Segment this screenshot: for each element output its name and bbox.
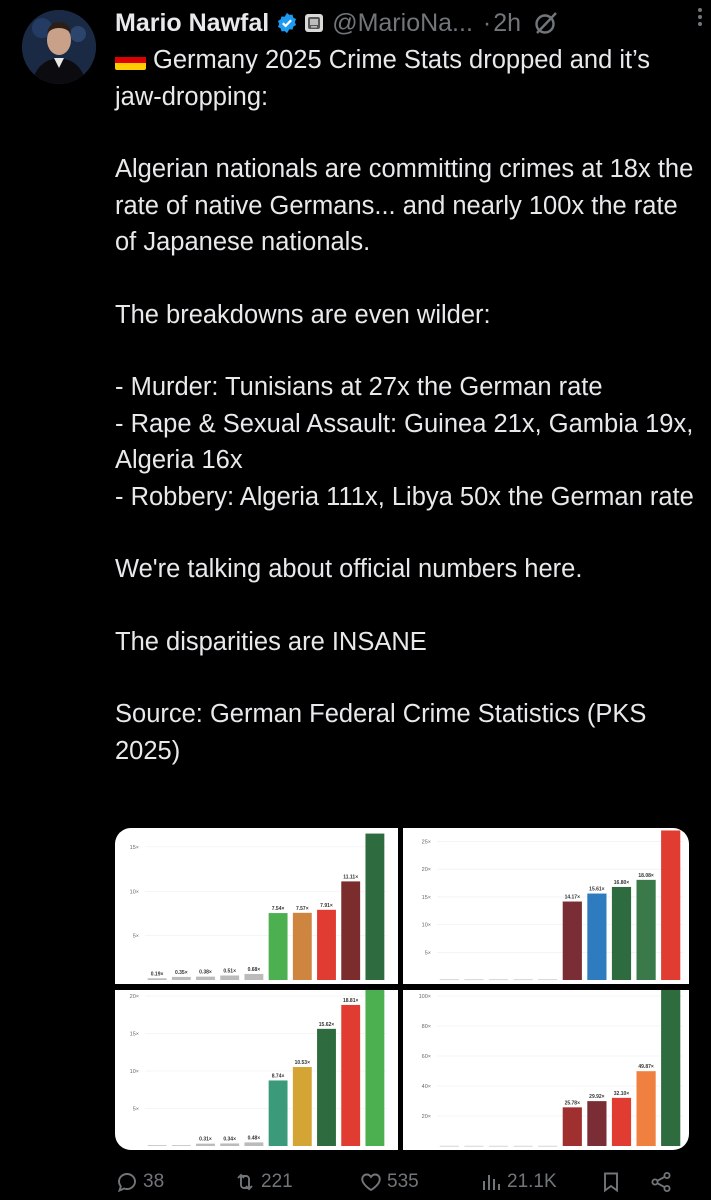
bar <box>563 902 582 980</box>
bar <box>661 830 680 980</box>
bar-value-label: 0.35× <box>174 969 188 976</box>
chart-1 <box>115 828 398 984</box>
author-handle[interactable]: @MarioNa... <box>332 8 473 37</box>
post-time[interactable]: 2h <box>493 8 522 37</box>
repost-button[interactable] <box>233 1170 293 1194</box>
bar-value-label: 25.78× <box>564 1100 581 1107</box>
y-tick-label: 80× <box>421 1024 431 1030</box>
reply-button[interactable] <box>115 1170 164 1194</box>
chart-panel-3[interactable] <box>115 990 398 1150</box>
bar <box>464 979 483 980</box>
avatar-image <box>22 10 96 84</box>
bar <box>612 1098 631 1146</box>
y-tick-label: 25× <box>421 839 431 846</box>
bar <box>244 1142 263 1146</box>
bar-value-label: 14.17× <box>564 894 581 901</box>
bar <box>440 979 459 980</box>
bar-value-label: 8.74× <box>271 1073 285 1080</box>
y-tick-label: 100× <box>418 994 431 1000</box>
y-tick-label: 40× <box>421 1084 431 1090</box>
bar-value-label: 11.11× <box>343 874 359 881</box>
author-name[interactable]: Mario Nawfal <box>115 8 270 37</box>
action-bar <box>115 1166 700 1200</box>
bar <box>587 1101 606 1146</box>
y-tick-label: 15× <box>421 894 431 901</box>
post-paragraph: Algerian nationals are committing crimes at 18x the rate of native Germans... and nearly 100x the rate of Japanese nationals. <box>115 155 701 256</box>
repost-count: 221 <box>261 1171 293 1192</box>
bar-value-label: 18.08× <box>638 872 654 879</box>
post-paragraph: The disparities are INSANE <box>115 627 427 656</box>
bar <box>317 910 336 980</box>
more-icon[interactable] <box>693 4 707 30</box>
y-tick-label: 10× <box>129 1069 139 1075</box>
post-paragraph: - Murder: Tunisians at 27x the German rate - Rape & Sexual Assault: Guinea 21x, Gambia 19x, Algeria 16x - Robbery: Algeria 111x, Libya 50x the German rate <box>115 373 694 511</box>
bar <box>220 975 239 980</box>
bookmark-button[interactable] <box>599 1170 623 1194</box>
media-grid[interactable] <box>115 828 689 1150</box>
chart-panel-4[interactable] <box>403 990 689 1150</box>
repost-icon <box>233 1170 257 1194</box>
views-button[interactable] <box>479 1170 557 1194</box>
y-tick-label: 10× <box>421 922 431 929</box>
y-tick-label: 15× <box>129 1031 139 1038</box>
bar-value-label: 29.92× <box>589 1094 605 1101</box>
views-icon <box>479 1170 503 1194</box>
y-tick-label: 5× <box>132 1106 139 1113</box>
post-paragraph: Germany 2025 Crime Stats dropped and it’s jaw-dropping: <box>115 46 658 111</box>
share-icon <box>649 1170 673 1194</box>
grok-icon[interactable] <box>533 10 559 36</box>
y-tick-label: 5× <box>132 933 139 940</box>
post-paragraph: The breakdowns are even wilder: <box>115 300 491 329</box>
bar-value-label: 16.80× <box>613 879 630 886</box>
bar <box>637 1071 656 1146</box>
bar-value-label: 7.54× <box>271 906 285 913</box>
y-tick-label: 60× <box>421 1054 431 1060</box>
bar-value-label: 0.48× <box>247 1135 261 1142</box>
bar <box>365 990 384 1146</box>
bar-value-label: 0.34× <box>223 1136 237 1143</box>
bar-value-label: 49.87× <box>638 1064 654 1071</box>
y-tick-label: 20× <box>421 867 431 874</box>
verified-badge-icon <box>276 12 298 34</box>
chart-panel-1[interactable] <box>115 828 398 984</box>
y-tick-label: 5× <box>424 950 431 957</box>
bar <box>293 913 312 980</box>
bar <box>612 887 631 980</box>
y-tick-label: 10× <box>129 889 139 896</box>
chart-3 <box>115 990 398 1150</box>
bar <box>196 977 215 980</box>
bar <box>514 979 533 980</box>
bar <box>587 894 606 980</box>
bar-value-label: 7.57× <box>295 905 309 912</box>
affiliate-badge-icon <box>304 13 324 33</box>
post-paragraph: We're talking about official numbers here. <box>115 555 583 583</box>
bar-value-label: 0.51× <box>223 968 237 975</box>
separator-dot: · <box>482 8 492 37</box>
bar <box>148 978 167 980</box>
bar <box>172 1145 191 1146</box>
bar <box>341 881 360 980</box>
bar <box>172 977 191 980</box>
y-tick-label: 20× <box>421 1114 431 1120</box>
chart-panel-2[interactable] <box>403 828 689 984</box>
like-button[interactable] <box>359 1170 419 1194</box>
y-tick-label: 15× <box>129 844 139 851</box>
share-button[interactable] <box>649 1170 673 1194</box>
bar <box>489 979 508 980</box>
like-count: 535 <box>387 1171 419 1192</box>
bar-value-label: 0.68× <box>247 966 261 973</box>
chart-4 <box>403 990 689 1150</box>
bar <box>514 1146 533 1147</box>
bar <box>269 1080 288 1146</box>
chart-2 <box>403 828 689 984</box>
bar <box>538 1146 557 1147</box>
bar-value-label: 18.81× <box>342 997 359 1004</box>
views-count: 21.1K <box>507 1171 557 1192</box>
bar <box>538 979 557 980</box>
bar-value-label: 0.38× <box>199 969 212 976</box>
bar <box>440 1146 459 1147</box>
bar <box>489 1146 508 1147</box>
bar <box>220 1143 239 1146</box>
bar <box>341 1005 360 1146</box>
post-paragraph: Source: German Federal Crime Statistics (PKS 2025) <box>115 700 654 765</box>
bar-value-label: 7.91× <box>320 902 333 909</box>
bar-value-label: 15.61× <box>589 886 605 893</box>
bar <box>196 1144 215 1146</box>
reply-count: 38 <box>143 1171 165 1192</box>
post-header <box>115 6 691 40</box>
bar-value-label: 32.10× <box>613 1090 630 1097</box>
bar-value-label: 0.31× <box>199 1136 212 1143</box>
bar <box>661 990 680 1146</box>
bar <box>317 1029 336 1146</box>
bar <box>244 974 263 980</box>
avatar[interactable] <box>22 10 96 84</box>
y-tick-label: 20× <box>129 994 139 1000</box>
bar-value-label: 15.62× <box>318 1021 335 1028</box>
bar <box>365 834 384 980</box>
reply-icon <box>115 1170 139 1194</box>
post-text <box>115 42 700 769</box>
bar <box>563 1107 582 1146</box>
bar <box>269 913 288 980</box>
bar <box>637 880 656 980</box>
bar <box>148 1145 167 1146</box>
like-icon <box>359 1170 383 1194</box>
germany-flag-icon <box>115 50 146 70</box>
bookmark-icon <box>599 1170 623 1194</box>
bar <box>293 1067 312 1146</box>
bar <box>464 1146 483 1147</box>
bar-value-label: 0.19× <box>150 971 164 978</box>
bar-value-label: 10.53× <box>294 1060 311 1067</box>
